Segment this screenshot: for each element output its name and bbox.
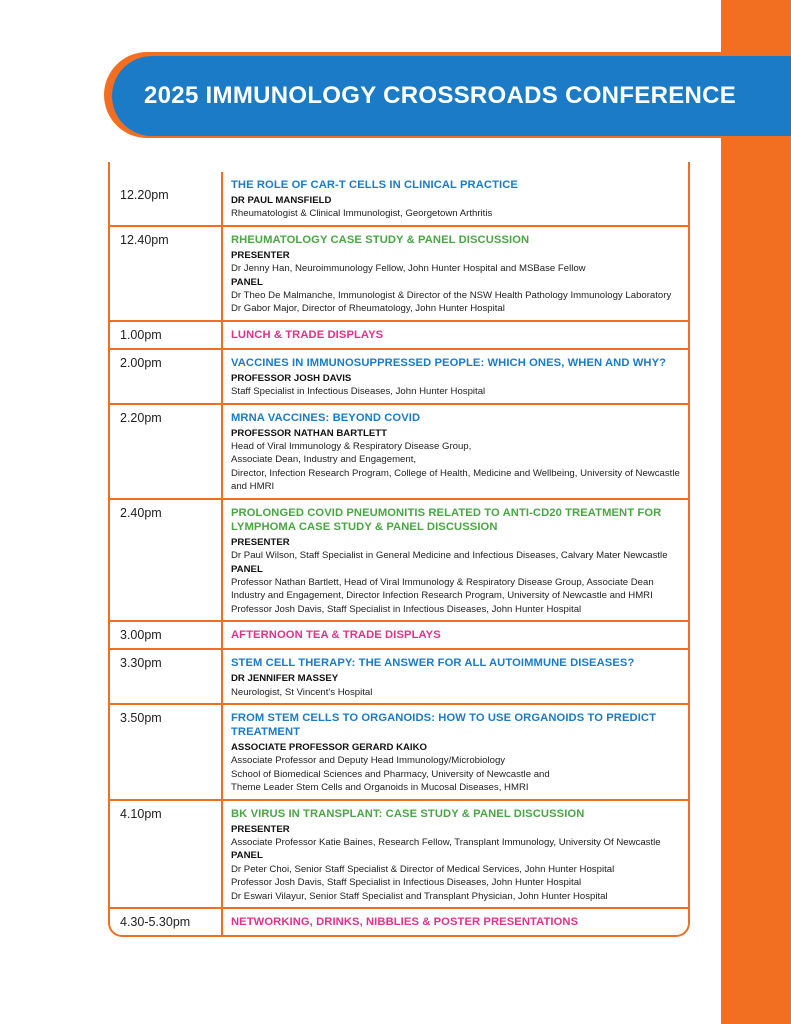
- session-title: NETWORKING, DRINKS, NIBBLIES & POSTER PRESENTATIONS: [231, 916, 579, 928]
- speaker-name: PROFESSOR NATHAN BARTLETT: [231, 427, 387, 439]
- speaker-role: School of Biomedical Sciences and Pharmacy, University of Newcastle and: [231, 768, 550, 780]
- program-row: [110, 907, 688, 935]
- program-table: [108, 162, 690, 937]
- session-time: 4.10pm: [110, 801, 223, 907]
- speaker-role: Rheumatologist & Clinical Immunologist, Georgetown Arthritis: [231, 208, 493, 220]
- session-details: [223, 405, 688, 498]
- program-row: [110, 348, 688, 403]
- program-row: [110, 620, 688, 648]
- session-details: [223, 801, 688, 907]
- session-details: [223, 172, 688, 225]
- speaker-role: Staff Specialist in Infectious Diseases, John Hunter Hospital: [231, 386, 486, 398]
- session-title: VACCINES IN IMMUNOSUPPRESSED PEOPLE: WHICH ONES, WHEN AND WHY?: [231, 356, 667, 369]
- page-title: 2025 IMMUNOLOGY CROSSROADS CONFERENCE: [144, 82, 737, 109]
- session-time: 12.40pm: [110, 227, 223, 320]
- program-row: [110, 162, 688, 225]
- session-title: THE ROLE OF CAR-T CELLS IN CLINICAL PRACTICE: [231, 179, 518, 191]
- speaker-role: Theme Leader Stem Cells and Organoids in Mucosal Diseases, HMRI: [231, 782, 529, 794]
- session-time: 3.50pm: [110, 705, 223, 799]
- session-time: 2.00pm: [110, 350, 223, 403]
- program-row: [110, 799, 688, 907]
- session-time: 2.20pm: [110, 405, 223, 498]
- speaker-name: ASSOCIATE PROFESSOR GERARD KAIKO: [231, 741, 427, 753]
- session-time: 4.30-5.30pm: [110, 909, 223, 935]
- session-time: 1.00pm: [110, 322, 223, 348]
- speaker-role: Dr Gabor Major, Director of Rheumatology, John Hunter Hospital: [231, 303, 505, 315]
- speaker-name: PRESENTER: [231, 823, 290, 835]
- session-title: RHEUMATOLOGY CASE STUDY & PANEL DISCUSSION: [231, 233, 530, 246]
- program-row: [110, 225, 688, 320]
- program-row: [110, 648, 688, 703]
- session-details: [223, 350, 688, 403]
- program-row: [110, 498, 688, 620]
- speaker-name: PANEL: [231, 850, 263, 862]
- speaker-role: Associate Professor Katie Baines, Research Fellow, Transplant Immunology, University Of Newcastle: [231, 836, 661, 848]
- session-time: 3.00pm: [110, 622, 223, 648]
- speaker-role: Associate Professor and Deputy Head Immunology/Microbiology: [231, 755, 506, 767]
- session-time: 2.40pm: [110, 500, 223, 620]
- speaker-role: Professor Josh Davis, Staff Specialist in Infectious Diseases, John Hunter Hospital: [231, 603, 582, 615]
- session-details: [223, 705, 688, 799]
- session-time: 12.20pm: [110, 172, 223, 225]
- session-title: AFTERNOON TEA & TRADE DISPLAYS: [231, 629, 441, 642]
- orange-side-bar: [721, 0, 791, 1024]
- speaker-role: Professor Nathan Bartlett, Head of Viral Immunology & Respiratory Disease Group, Associate Dean Industry and Engagement, Director Infection Research Program, University of Newcastle and HMRI: [231, 576, 654, 602]
- session-title: STEM CELL THERAPY: THE ANSWER FOR ALL AUTOIMMUNE DISEASES?: [231, 657, 635, 670]
- speaker-name: DR JENNIFER MASSEY: [231, 673, 339, 685]
- speaker-role: Head of Viral Immunology & Respiratory Disease Group,: [231, 441, 472, 453]
- session-time: 3.30pm: [110, 650, 223, 703]
- speaker-role: Professor Josh Davis, Staff Specialist in Infectious Diseases, John Hunter Hospital: [231, 877, 582, 889]
- speaker-name: PRESENTER: [231, 536, 290, 548]
- speaker-name: PRESENTER: [231, 249, 290, 261]
- session-title: PROLONGED COVID PNEUMONITIS RELATED TO ANTI-CD20 TREATMENT FOR LYMPHOMA CASE STUDY & PANEL DISCUSSION: [231, 506, 662, 533]
- speaker-name: PANEL: [231, 276, 263, 288]
- session-title: MRNA VACCINES: BEYOND COVID: [231, 411, 421, 424]
- session-details: [223, 909, 688, 935]
- session-title: LUNCH & TRADE DISPLAYS: [231, 328, 384, 341]
- session-details: [223, 500, 688, 620]
- speaker-role: Dr Paul Wilson, Staff Specialist in General Medicine and Infectious Diseases, Calvary Mater Newcastle: [231, 550, 668, 562]
- session-details: [223, 322, 688, 348]
- speaker-role: Dr Jenny Han, Neuroimmunology Fellow, John Hunter Hospital and MSBase Fellow: [231, 263, 586, 275]
- program-row: [110, 403, 688, 498]
- program-row: [110, 320, 688, 348]
- speaker-role: Neurologist, St Vincent's Hospital: [231, 686, 373, 698]
- speaker-name: PROFESSOR JOSH DAVIS: [231, 372, 352, 384]
- session-title: BK VIRUS IN TRANSPLANT: CASE STUDY & PANEL DISCUSSION: [231, 807, 585, 820]
- speaker-name: PANEL: [231, 563, 263, 575]
- speaker-role: Associate Dean, Industry and Engagement,: [231, 454, 417, 466]
- speaker-role: Dr Theo De Malmanche, Immunologist & Director of the NSW Health Pathology Immunology Laboratory: [231, 290, 672, 302]
- session-details: [223, 650, 688, 703]
- header-banner: [112, 56, 791, 136]
- speaker-role: Dr Peter Choi, Senior Staff Specialist & Director of Medical Services, John Hunter Hospital: [231, 863, 615, 875]
- session-details: [223, 622, 688, 648]
- speaker-role: Dr Eswari Vilayur, Senior Staff Specialist and Transplant Physician, John Hunter Hospital: [231, 890, 608, 902]
- speaker-name: DR PAUL MANSFIELD: [231, 195, 332, 206]
- program-row: [110, 703, 688, 799]
- session-title: FROM STEM CELLS TO ORGANOIDS: HOW TO USE ORGANOIDS TO PREDICT TREATMENT: [231, 711, 657, 738]
- session-details: [223, 227, 688, 320]
- speaker-role: Director, Infection Research Program, College of Health, Medicine and Wellbeing, University of Newcastle and HMRI: [231, 467, 680, 493]
